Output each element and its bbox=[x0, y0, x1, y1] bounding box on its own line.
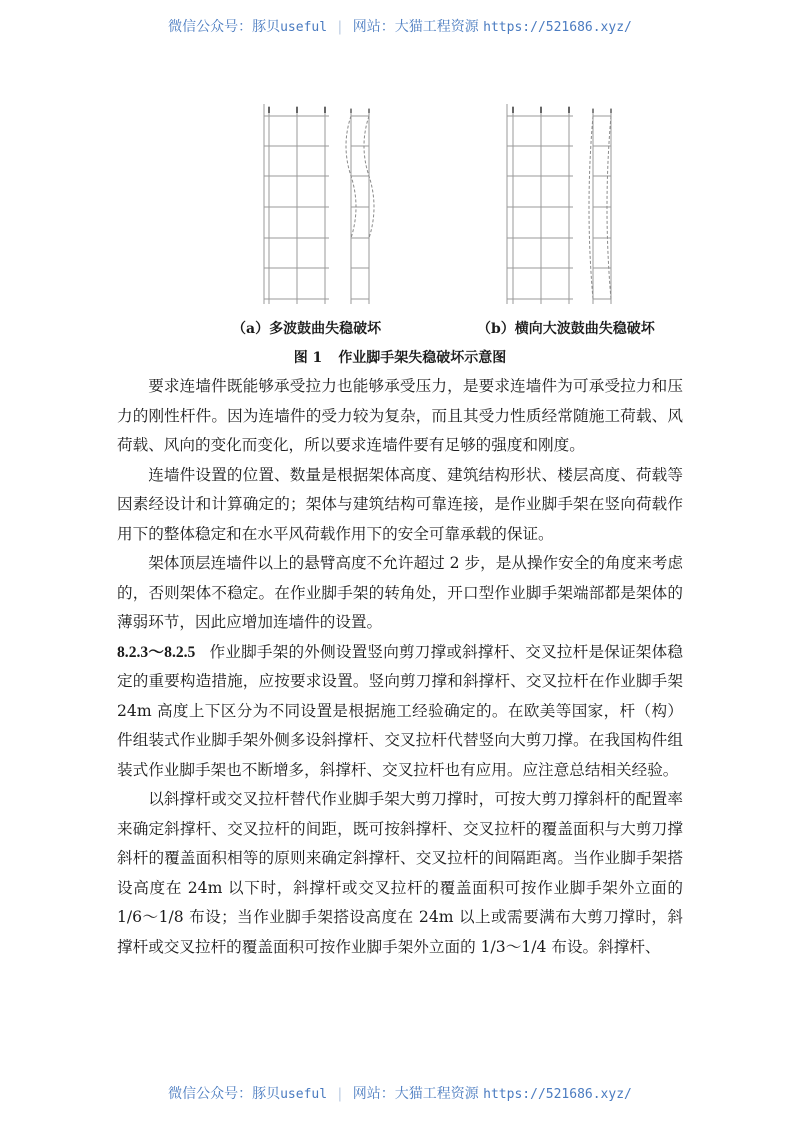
wechat-suffix: useful bbox=[280, 20, 328, 35]
figure-title: 作业脚手架失稳破坏示意图 bbox=[338, 350, 507, 366]
figure-b-front-elevation bbox=[503, 98, 575, 306]
wechat-suffix: useful bbox=[280, 1087, 328, 1102]
document-body bbox=[117, 372, 683, 962]
site-url-link[interactable]: https://521686.xyz/ bbox=[483, 1087, 632, 1102]
scaffold-instability-figure bbox=[0, 98, 800, 308]
figure-a-front-elevation bbox=[258, 98, 330, 306]
wechat-label: 微信公众号：豚贝 bbox=[168, 1086, 281, 1102]
header-watermark bbox=[0, 16, 800, 36]
separator: | bbox=[337, 19, 343, 35]
wechat-label: 微信公众号：豚贝 bbox=[168, 19, 281, 35]
clause-text: 作业脚手架的外侧设置竖向剪刀撑或斜撑杆、交叉拉杆是保证架体稳定的重要构造措施，应按要求设置。竖向剪刀撑和斜撑杆、交叉拉杆在作业脚手架 24m 高度上下区分为不同设置是根据施工经验确定的。在欧美等国家，杆（构）件组装式作业脚手架外侧多设斜撑杆、交叉拉杆代替竖向大剪刀撑。在我国构件组装式作业脚手架也不断增多，斜撑杆、交叉拉杆也有应用。应注意总结相关经验。 bbox=[117, 642, 683, 779]
clause-number: 8.2.3～8.2.5 bbox=[117, 643, 196, 661]
site-url-link[interactable]: https://521686.xyz/ bbox=[483, 20, 632, 35]
figure-a-side-buckling bbox=[343, 98, 383, 306]
footer-watermark bbox=[0, 1083, 800, 1103]
paragraph: 架体顶层连墙件以上的悬臂高度不允许超过 2 步，是从操作安全的角度来考虑的，否则架体不稳定。在作业脚手架的转角处，开口型作业脚手架端部都是架体的薄弱环节，因此应增加连墙件的设置。 bbox=[117, 554, 683, 631]
site-label: 网站：大猫工程资源 bbox=[352, 19, 479, 35]
figure-subcaption-a: （a）多波鼓曲失稳破坏 bbox=[232, 321, 382, 337]
figure-number: 图 1 bbox=[293, 350, 323, 366]
figure-subcaption-b: （b）横向大波鼓曲失稳破坏 bbox=[477, 321, 655, 337]
figure-b-side-buckling bbox=[588, 98, 628, 306]
paragraph: 要求连墙件既能够承受拉力也能够承受压力，是要求连墙件为可承受拉力和压力的刚性杆件。因为连墙件的受力较为复杂，而且其受力性质经常随施工荷载、风荷载、风向的变化而变化，所以要求连墙件要有足够的强度和刚度。 bbox=[117, 377, 683, 454]
site-label: 网站：大猫工程资源 bbox=[352, 1086, 479, 1102]
separator: | bbox=[337, 1086, 343, 1102]
clause-paragraph bbox=[117, 638, 683, 786]
paragraph: 以斜撑杆或交叉拉杆替代作业脚手架大剪刀撑时，可按大剪刀撑斜杆的配置率来确定斜撑杆、交叉拉杆的间距，既可按斜撑杆、交叉拉杆的覆盖面积与大剪刀撑斜杆的覆盖面积相等的原则来确定斜撑杆、交叉拉杆的间隔距离。当作业脚手架搭设高度在 24m 以下时，斜撑杆或交叉拉杆的覆盖面积可按作业脚手架外立面的 1/6～1/8 布设；当作业脚手架搭设高度在 24m 以上或需要满布大剪刀撑时，斜撑杆或交叉拉杆的覆盖面积可按作业脚手架外立面的 1/3～1/4 布设。斜撑杆、 bbox=[117, 790, 683, 956]
figure-caption bbox=[0, 347, 800, 367]
paragraph: 连墙件设置的位置、数量是根据架体高度、建筑结构形状、楼层高度、荷载等因素经设计和计算确定的；架体与建筑结构可靠连接，是作业脚手架在竖向荷载作用下的整体稳定和在水平风荷载作用下的安全可靠承载的保证。 bbox=[117, 465, 683, 543]
